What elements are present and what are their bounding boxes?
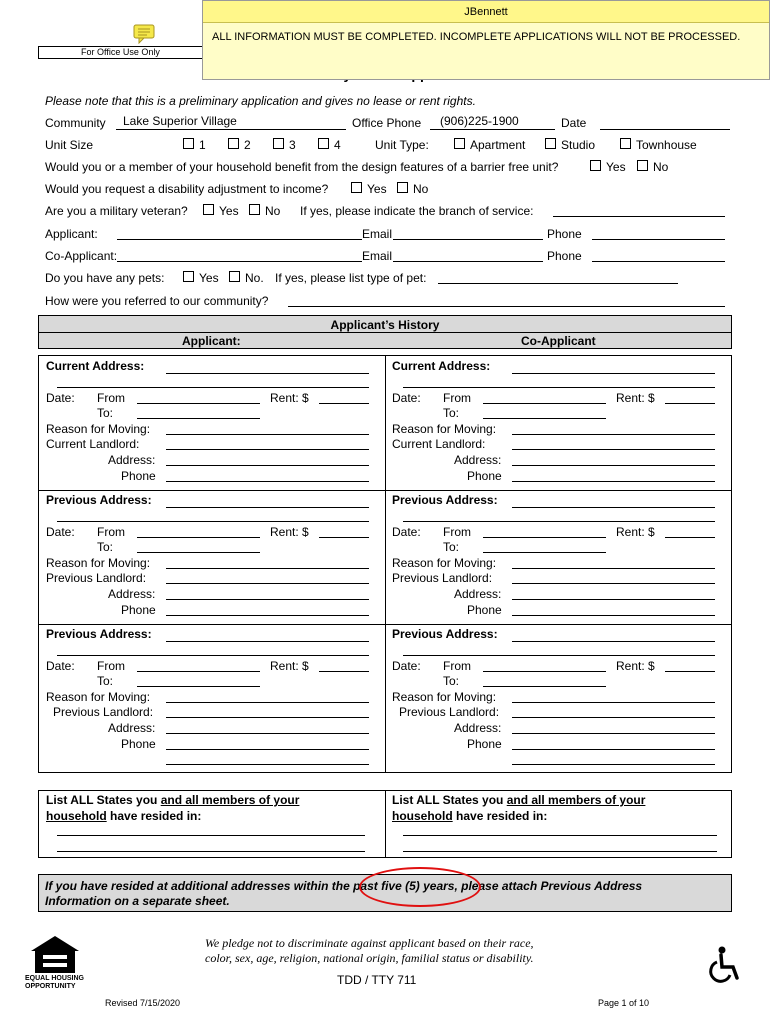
h1-applicant-landlord-address-label: Address:	[108, 587, 156, 601]
coapplicant-label: Co-Applicant:	[45, 249, 118, 263]
community-value[interactable]: Lake Superior Village	[123, 114, 237, 128]
h1-applicant-from-label: From	[97, 525, 125, 539]
h1-coapplicant-to-label: To:	[443, 540, 460, 554]
date-label: Date	[561, 116, 587, 130]
coapplicant-email-field[interactable]	[393, 261, 543, 262]
barrier-free-question: Would you or a member of your household benefit from the design features of a barrier free unit?	[45, 160, 559, 174]
h2-applicant-address-field[interactable]	[166, 641, 369, 642]
office-phone-value[interactable]: (906)225-1900	[440, 114, 519, 128]
h0-coapplicant-to-label: To:	[443, 406, 460, 420]
states-text-right-2	[392, 809, 547, 823]
disability-no-checkbox[interactable]	[397, 182, 408, 193]
pets-yes-checkbox[interactable]	[183, 271, 194, 282]
states-text-b-2: have resided in:	[456, 809, 548, 823]
h2-applicant-rent-label: Rent: $	[270, 659, 309, 673]
studio-label: Studio	[561, 138, 596, 152]
h1-coapplicant-landlord-phone-field[interactable]	[512, 615, 715, 616]
h0-coapplicant-to-field[interactable]	[483, 418, 606, 419]
h1-applicant-to-field[interactable]	[137, 552, 260, 553]
h2-coapplicant-rent-label: Rent: $	[616, 659, 655, 673]
h0-applicant-landlord-label: Current Landlord:	[46, 437, 140, 451]
h1-coapplicant-date-label: Date:	[392, 525, 421, 539]
veteran-branch-field[interactable]	[553, 216, 725, 217]
pledge-line1: We pledge not to discriminate against applicant based on their race,	[205, 936, 534, 950]
coapplicant-email-label: Email	[362, 249, 393, 263]
h0-coapplicant-address-label: Current Address:	[392, 359, 491, 373]
veteran-no-checkbox[interactable]	[249, 204, 260, 215]
h2-coapplicant-landlord-address-label: Address:	[454, 721, 502, 735]
coapplicant-phone-field[interactable]	[592, 261, 725, 262]
tdd-text: TDD / TTY 711	[337, 973, 417, 987]
comment-note-icon[interactable]	[133, 24, 155, 42]
unit-size-2-checkbox[interactable]	[228, 138, 239, 149]
h1-coapplicant-landlord-phone-label: Phone	[467, 603, 502, 617]
veteran-yes: Yes	[219, 204, 239, 218]
notice-line2: Information on a separate sheet.	[45, 894, 230, 908]
pets-no-checkbox[interactable]	[229, 271, 240, 282]
h1-applicant-address-label: Previous Address:	[46, 493, 152, 507]
h1-coapplicant-rent-field[interactable]	[665, 537, 715, 538]
veteran-question: Are you a military veteran?	[45, 204, 188, 218]
states-text-a: List ALL States you	[46, 793, 158, 807]
h1-coapplicant-from-label: From	[443, 525, 471, 539]
office-use-box	[38, 46, 210, 59]
h0-coapplicant-date-label: Date:	[392, 391, 421, 405]
h0-coapplicant-landlord-address-field[interactable]	[512, 465, 715, 466]
h1-coapplicant-to-field[interactable]	[483, 552, 606, 553]
h2-coapplicant-reason-label: Reason for Moving:	[392, 690, 497, 704]
h2-applicant-reason-label: Reason for Moving:	[46, 690, 151, 704]
h2-coapplicant-rent-field[interactable]	[665, 671, 715, 672]
h1-applicant-address-field[interactable]	[166, 507, 369, 508]
h0-coapplicant-rent-label: Rent: $	[616, 391, 655, 405]
states-line-a2[interactable]	[57, 851, 365, 852]
pets-no: No.	[245, 271, 264, 285]
office-use-label: For Office Use Only	[81, 47, 160, 57]
states-and-all: and all members of your	[160, 793, 300, 807]
studio-checkbox[interactable]	[545, 138, 556, 149]
pets-question: Do you have any pets:	[45, 271, 165, 285]
applicant-email-field[interactable]	[393, 239, 543, 240]
h2-coapplicant-landlord-field[interactable]	[512, 717, 715, 718]
h1-coapplicant-landlord-address-label: Address:	[454, 587, 502, 601]
states-household: household	[46, 809, 107, 823]
unit-size-3-checkbox[interactable]	[273, 138, 284, 149]
h2-applicant-landlord-phone-label: Phone	[121, 737, 156, 751]
unit-size-1: 1	[199, 138, 206, 152]
notice-line1: If you have resided at additional addresses within the past five (5) years, please attach Previous Address	[45, 879, 643, 893]
h0-coapplicant-from-field[interactable]	[483, 403, 606, 404]
states-line-b2[interactable]	[403, 851, 717, 852]
history-col-divider	[385, 356, 386, 772]
h2-coapplicant-from-field[interactable]	[483, 671, 606, 672]
h2-coapplicant-from-label: From	[443, 659, 471, 673]
h1-coapplicant-address-field[interactable]	[512, 507, 715, 508]
h1-applicant-from-field[interactable]	[137, 537, 260, 538]
h0-applicant-rent-label: Rent: $	[270, 391, 309, 405]
townhouse-label: Townhouse	[636, 138, 697, 152]
h2-coapplicant-landlord-phone-field[interactable]	[512, 749, 715, 750]
h0-applicant-landlord-address-label: Address:	[108, 453, 156, 467]
h1-coapplicant-landlord-label: Previous Landlord:	[392, 571, 493, 585]
h2-coapplicant-to-label: To:	[443, 674, 460, 688]
h2-applicant-landlord-phone-field[interactable]	[166, 749, 369, 750]
eho-text-2: OPPORTUNITY	[25, 983, 76, 990]
h0-applicant-reason-label: Reason for Moving:	[46, 422, 151, 436]
h2-applicant-to-label: To:	[97, 674, 114, 688]
unit-size-2: 2	[244, 138, 251, 152]
h1-coapplicant-reason-field[interactable]	[512, 568, 715, 569]
pets-type-field[interactable]	[438, 283, 678, 284]
h2-coapplicant-date-label: Date:	[392, 659, 421, 673]
unit-size-label: Unit Size	[45, 138, 94, 152]
h0-coapplicant-landlord-address-label: Address:	[454, 453, 502, 467]
coapplicant-phone-label: Phone	[547, 249, 582, 263]
applicant-email-label: Email	[362, 227, 393, 241]
h0-coapplicant-reason-label: Reason for Moving:	[392, 422, 497, 436]
h0-coapplicant-address-field-2[interactable]	[403, 387, 715, 388]
apartment-label: Apartment	[470, 138, 526, 152]
states-household-2: household	[392, 809, 453, 823]
h1-applicant-date-label: Date:	[46, 525, 75, 539]
h1-coapplicant-from-field[interactable]	[483, 537, 606, 538]
unit-size-3: 3	[289, 138, 296, 152]
history-grid	[38, 355, 732, 773]
h0-applicant-landlord-phone-field[interactable]	[166, 481, 369, 482]
page-number: Page 1 of 10	[598, 998, 650, 1008]
h1-applicant-reason-label: Reason for Moving:	[46, 556, 151, 570]
h1-applicant-rent-label: Rent: $	[270, 525, 309, 539]
comment-text[interactable]: ALL INFORMATION MUST BE COMPLETED. INCOMPLETE APPLICATIONS WILL NOT BE PROCESSED.	[212, 31, 741, 43]
h2-applicant-landlord-address-label: Address:	[108, 721, 156, 735]
wheelchair-icon	[708, 945, 742, 985]
h0-coapplicant-rent-field[interactable]	[665, 403, 715, 404]
disability-yes: Yes	[367, 182, 387, 196]
applicant-phone-field[interactable]	[592, 239, 725, 240]
h2-coapplicant-extra-field[interactable]	[512, 764, 715, 765]
h2-coapplicant-landlord-phone-label: Phone	[467, 737, 502, 751]
h1-applicant-to-label: To:	[97, 540, 114, 554]
h2-coapplicant-landlord-address-field[interactable]	[512, 733, 715, 734]
coapplicant-field[interactable]	[117, 261, 362, 262]
unit-size-4: 4	[334, 138, 341, 152]
comment-popup[interactable]	[202, 0, 770, 80]
h0-applicant-from-field[interactable]	[137, 403, 260, 404]
h0-coapplicant-from-label: From	[443, 391, 471, 405]
comment-author: JBennett	[464, 6, 508, 18]
barrier-free-no-checkbox[interactable]	[637, 160, 648, 171]
states-line-b1[interactable]	[403, 835, 717, 836]
apartment-checkbox[interactable]	[454, 138, 465, 149]
disability-question: Would you request a disability adjustment to income?	[45, 182, 329, 196]
h1-applicant-reason-field[interactable]	[166, 568, 369, 569]
barrier-free-yes: Yes	[606, 160, 626, 174]
h1-coapplicant-address-field-2[interactable]	[403, 521, 715, 522]
states-text-left	[46, 793, 299, 807]
h0-coapplicant-landlord-field[interactable]	[512, 449, 715, 450]
h1-applicant-landlord-phone-label: Phone	[121, 603, 156, 617]
h1-coapplicant-landlord-field[interactable]	[512, 583, 715, 584]
states-text-left-2	[46, 809, 201, 823]
unit-type-label: Unit Type:	[375, 138, 429, 152]
eho-text-1: EQUAL HOUSING	[25, 975, 84, 982]
states-and-all-2: and all members of your	[506, 793, 646, 807]
h1-applicant-landlord-address-field[interactable]	[166, 599, 369, 600]
h0-coapplicant-landlord-label: Current Landlord:	[392, 437, 486, 451]
disability-yes-checkbox[interactable]	[351, 182, 362, 193]
h0-applicant-address-field[interactable]	[166, 373, 369, 374]
veteran-branch-label: If yes, please indicate the branch of service:	[300, 204, 534, 218]
h2-applicant-rent-field[interactable]	[319, 671, 369, 672]
referred-question: How were you referred to our community?	[45, 294, 269, 308]
barrier-free-no: No	[653, 160, 669, 174]
h1-applicant-landlord-phone-field[interactable]	[166, 615, 369, 616]
h0-applicant-to-label: To:	[97, 406, 114, 420]
h2-coapplicant-address-field[interactable]	[512, 641, 715, 642]
h1-coapplicant-landlord-address-field[interactable]	[512, 599, 715, 600]
history-title: Applicant’s History	[330, 318, 440, 332]
h2-coapplicant-address-field-2[interactable]	[403, 655, 715, 656]
h0-coapplicant-landlord-phone-label: Phone	[467, 469, 502, 483]
date-field[interactable]	[600, 129, 730, 130]
h1-coapplicant-reason-label: Reason for Moving:	[392, 556, 497, 570]
h2-coapplicant-to-field[interactable]	[483, 686, 606, 687]
townhouse-checkbox[interactable]	[620, 138, 631, 149]
unit-size-1-checkbox[interactable]	[183, 138, 194, 149]
h1-applicant-landlord-field[interactable]	[166, 583, 369, 584]
h0-applicant-date-label: Date:	[46, 391, 75, 405]
history-block-divider	[39, 490, 731, 491]
veteran-yes-checkbox[interactable]	[203, 204, 214, 215]
office-phone-label: Office Phone	[352, 116, 422, 130]
states-text-a-2: List ALL States you	[392, 793, 504, 807]
revised-date: Revised 7/15/2020	[105, 998, 181, 1008]
history-block-divider	[39, 624, 731, 625]
h0-applicant-landlord-field[interactable]	[166, 449, 369, 450]
h0-applicant-landlord-phone-label: Phone	[121, 469, 156, 483]
h1-coapplicant-address-label: Previous Address:	[392, 493, 498, 507]
h2-applicant-landlord-field[interactable]	[166, 717, 369, 718]
h2-applicant-extra-field[interactable]	[166, 764, 369, 765]
barrier-free-yes-checkbox[interactable]	[590, 160, 601, 171]
history-col-applicant: Applicant:	[182, 334, 241, 348]
h2-applicant-reason-field[interactable]	[166, 702, 369, 703]
h1-applicant-address-field-2[interactable]	[57, 521, 369, 522]
h0-applicant-rent-field[interactable]	[319, 403, 369, 404]
h0-coapplicant-reason-field[interactable]	[512, 434, 715, 435]
h2-coapplicant-address-label: Previous Address:	[392, 627, 498, 641]
unit-size-4-checkbox[interactable]	[318, 138, 329, 149]
h2-applicant-from-field[interactable]	[137, 671, 260, 672]
h1-applicant-landlord-label: Previous Landlord:	[46, 571, 147, 585]
applicant-phone-label: Phone	[547, 227, 582, 241]
h1-coapplicant-rent-label: Rent: $	[616, 525, 655, 539]
h2-applicant-landlord-label: Previous Landlord:	[53, 705, 154, 719]
equal-housing-logo	[25, 933, 85, 991]
history-col-coapplicant: Co-Applicant	[521, 334, 596, 348]
disability-no: No	[413, 182, 429, 196]
applicant-field[interactable]	[117, 239, 362, 240]
states-line-a1[interactable]	[57, 835, 365, 836]
h0-coapplicant-landlord-phone-field[interactable]	[512, 481, 715, 482]
pledge-line2: color, sex, age, religion, national origin, familial status or disability.	[205, 951, 534, 965]
h2-applicant-date-label: Date:	[46, 659, 75, 673]
veteran-no: No	[265, 204, 281, 218]
highlight-ellipse	[359, 867, 481, 907]
h1-applicant-rent-field[interactable]	[319, 537, 369, 538]
h0-applicant-to-field[interactable]	[137, 418, 260, 419]
h2-applicant-to-field[interactable]	[137, 686, 260, 687]
h0-applicant-address-field-2[interactable]	[57, 387, 369, 388]
h0-applicant-landlord-address-field[interactable]	[166, 465, 369, 466]
h2-coapplicant-reason-field[interactable]	[512, 702, 715, 703]
h2-applicant-from-label: From	[97, 659, 125, 673]
referred-field[interactable]	[288, 306, 725, 307]
h0-applicant-from-label: From	[97, 391, 125, 405]
pets-type-label: If yes, please list type of pet:	[275, 271, 427, 285]
h0-applicant-reason-field[interactable]	[166, 434, 369, 435]
h2-applicant-landlord-address-field[interactable]	[166, 733, 369, 734]
states-text-right	[392, 793, 645, 807]
h0-coapplicant-address-field[interactable]	[512, 373, 715, 374]
h0-applicant-address-label: Current Address:	[46, 359, 145, 373]
applicant-label: Applicant:	[45, 227, 98, 241]
pets-yes: Yes	[199, 271, 219, 285]
h2-applicant-address-label: Previous Address:	[46, 627, 152, 641]
community-label: Community	[45, 116, 106, 130]
intro-text: Please note that this is a preliminary application and gives no lease or rent rights.	[45, 94, 476, 108]
h2-applicant-address-field-2[interactable]	[57, 655, 369, 656]
states-text-b: have resided in:	[110, 809, 202, 823]
states-box	[38, 790, 732, 858]
h2-coapplicant-landlord-label: Previous Landlord:	[399, 705, 500, 719]
